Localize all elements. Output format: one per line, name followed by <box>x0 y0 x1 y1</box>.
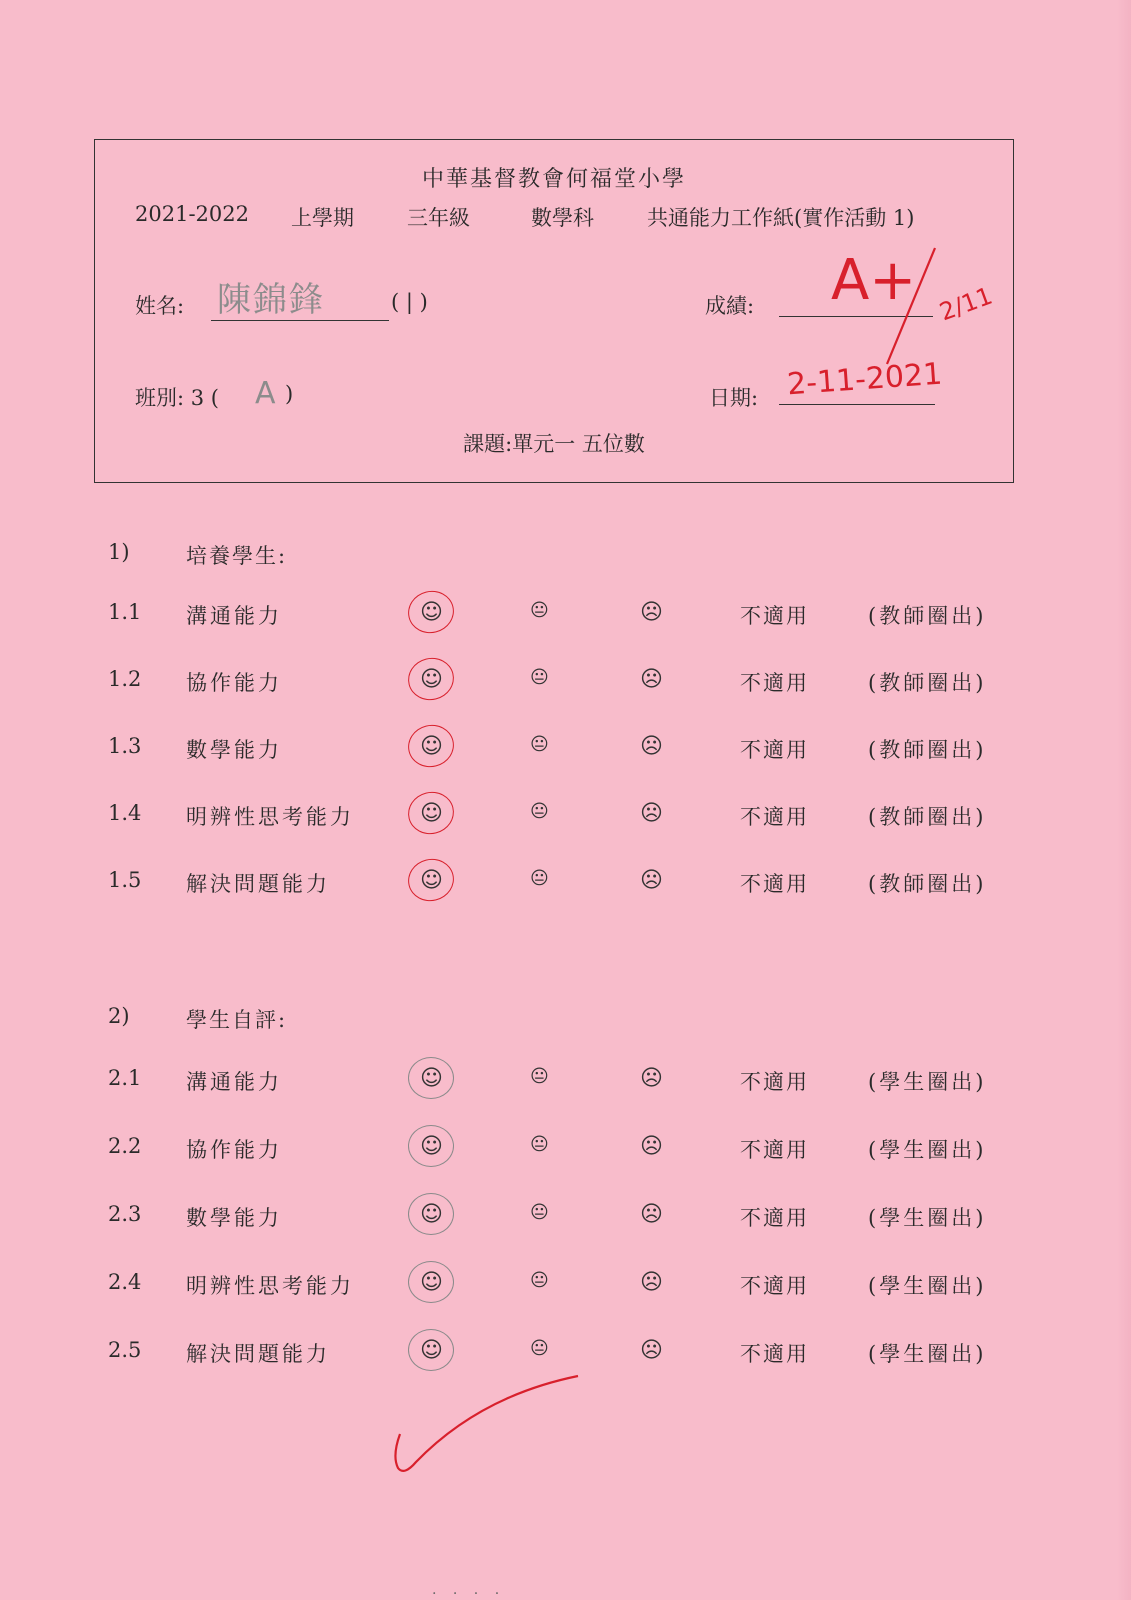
happy-face-icon[interactable]: ☺ <box>420 801 443 826</box>
grade-value: A+ <box>831 248 917 313</box>
row-number: 2.2 <box>108 1134 142 1158</box>
circle-instruction: (學生圈出) <box>868 1274 987 1298</box>
school-year: 2021-2022 <box>135 202 249 226</box>
skill-label: 溝通能力 <box>186 1070 282 1094</box>
not-applicable-option[interactable]: 不適用 <box>740 1342 809 1366</box>
skill-label: 明辨性思考能力 <box>186 1274 354 1298</box>
neutral-face-icon[interactable]: 😐 <box>530 1270 549 1291</box>
name-underline <box>211 320 389 321</box>
date-underline <box>779 404 935 405</box>
skill-label: 數學能力 <box>186 738 282 762</box>
class-number: ( | ) <box>391 290 428 314</box>
not-applicable-option[interactable]: 不適用 <box>740 1070 809 1094</box>
table-row <box>0 594 1131 634</box>
sad-face-icon[interactable]: ☹ <box>640 667 663 692</box>
row-number: 2.5 <box>108 1338 142 1362</box>
row-number: 1.5 <box>108 868 142 892</box>
row-number: 1.3 <box>108 734 142 758</box>
happy-face-icon[interactable]: ☺ <box>420 1134 443 1159</box>
table-row <box>0 1264 1131 1304</box>
neutral-face-icon[interactable]: 😐 <box>530 1134 549 1155</box>
sad-face-icon[interactable]: ☹ <box>640 600 663 625</box>
table-row <box>0 1060 1131 1100</box>
table-row <box>0 862 1131 902</box>
circle-instruction: (學生圈出) <box>868 1342 987 1366</box>
not-applicable-option[interactable]: 不適用 <box>740 1274 809 1298</box>
happy-face-icon[interactable]: ☺ <box>420 868 443 893</box>
not-applicable-option[interactable]: 不適用 <box>740 1206 809 1230</box>
skill-label: 溝通能力 <box>186 604 282 628</box>
check-mark <box>390 1372 590 1492</box>
sad-face-icon[interactable]: ☹ <box>640 1270 663 1295</box>
section2-number: 2) <box>108 1004 130 1028</box>
table-row <box>0 661 1131 701</box>
not-applicable-option[interactable]: 不適用 <box>740 738 809 762</box>
class-close: ) <box>285 382 294 406</box>
skill-label: 明辨性思考能力 <box>186 805 354 829</box>
neutral-face-icon[interactable]: 😐 <box>530 1066 549 1087</box>
term: 上學期 <box>291 206 354 230</box>
not-applicable-option[interactable]: 不適用 <box>740 1138 809 1162</box>
class-label: 班別: 3 ( <box>135 386 219 410</box>
sad-face-icon[interactable]: ☹ <box>640 1066 663 1091</box>
subject: 數學科 <box>531 206 594 230</box>
neutral-face-icon[interactable]: 😐 <box>530 1338 549 1359</box>
circle-instruction: (教師圈出) <box>868 604 987 628</box>
section2-title: 學生自評: <box>186 1008 288 1032</box>
circle-instruction: (教師圈出) <box>868 738 987 762</box>
header-box <box>94 139 1014 483</box>
sad-face-icon[interactable]: ☹ <box>640 801 663 826</box>
circle-instruction: (學生圈出) <box>868 1070 987 1094</box>
skill-label: 解決問題能力 <box>186 1342 330 1366</box>
neutral-face-icon[interactable]: 😐 <box>530 600 549 621</box>
grade-note: 2/11 <box>935 281 997 327</box>
neutral-face-icon[interactable]: 😐 <box>530 667 549 688</box>
neutral-face-icon[interactable]: 😐 <box>530 734 549 755</box>
circle-instruction: (教師圈出) <box>868 872 987 896</box>
sad-face-icon[interactable]: ☹ <box>640 1338 663 1363</box>
happy-face-icon[interactable]: ☺ <box>420 667 443 692</box>
not-applicable-option[interactable]: 不適用 <box>740 604 809 628</box>
neutral-face-icon[interactable]: 😐 <box>530 868 549 889</box>
not-applicable-option[interactable]: 不適用 <box>740 671 809 695</box>
row-number: 1.2 <box>108 667 142 691</box>
row-number: 2.3 <box>108 1202 142 1226</box>
student-name: 陳錦鋒 <box>217 280 325 320</box>
sad-face-icon[interactable]: ☹ <box>640 734 663 759</box>
happy-face-icon[interactable]: ☺ <box>420 1202 443 1227</box>
row-number: 1.1 <box>108 600 142 624</box>
grade-label: 成績: <box>705 294 755 318</box>
table-row <box>0 728 1131 768</box>
circle-instruction: (教師圈出) <box>868 671 987 695</box>
not-applicable-option[interactable]: 不適用 <box>740 872 809 896</box>
happy-face-icon[interactable]: ☺ <box>420 1338 443 1363</box>
neutral-face-icon[interactable]: 😐 <box>530 801 549 822</box>
section1-number: 1) <box>108 540 130 564</box>
footer-dots: . . . . <box>432 1582 506 1598</box>
row-number: 1.4 <box>108 801 142 825</box>
grade-level: 三年級 <box>407 206 470 230</box>
circle-instruction: (教師圈出) <box>868 805 987 829</box>
class-value: A <box>255 376 276 411</box>
not-applicable-option[interactable]: 不適用 <box>740 805 809 829</box>
circle-instruction: (學生圈出) <box>868 1138 987 1162</box>
happy-face-icon[interactable]: ☺ <box>420 1270 443 1295</box>
topic: 課題:單元一 五位數 <box>463 432 645 456</box>
sad-face-icon[interactable]: ☹ <box>640 1202 663 1227</box>
worksheet-title: 共通能力工作紙(實作活動 1) <box>647 206 915 230</box>
neutral-face-icon[interactable]: 😐 <box>530 1202 549 1223</box>
skill-label: 數學能力 <box>186 1206 282 1230</box>
happy-face-icon[interactable]: ☺ <box>420 1066 443 1091</box>
happy-face-icon[interactable]: ☺ <box>420 600 443 625</box>
sad-face-icon[interactable]: ☹ <box>640 1134 663 1159</box>
row-number: 2.1 <box>108 1066 142 1090</box>
skill-label: 解決問題能力 <box>186 872 330 896</box>
date-value: 2-11-2021 <box>785 356 944 403</box>
circle-instruction: (學生圈出) <box>868 1206 987 1230</box>
table-row <box>0 1196 1131 1236</box>
skill-label: 協作能力 <box>186 671 282 695</box>
school-name: 中華基督教會何福堂小學 <box>421 167 686 192</box>
table-row <box>0 795 1131 835</box>
date-label: 日期: <box>709 386 759 410</box>
name-label: 姓名: <box>135 294 185 318</box>
table-row <box>0 1128 1131 1168</box>
section1-title: 培養學生: <box>186 544 288 568</box>
happy-face-icon[interactable]: ☺ <box>420 734 443 759</box>
skill-label: 協作能力 <box>186 1138 282 1162</box>
table-row <box>0 1332 1131 1372</box>
sad-face-icon[interactable]: ☹ <box>640 868 663 893</box>
row-number: 2.4 <box>108 1270 142 1294</box>
